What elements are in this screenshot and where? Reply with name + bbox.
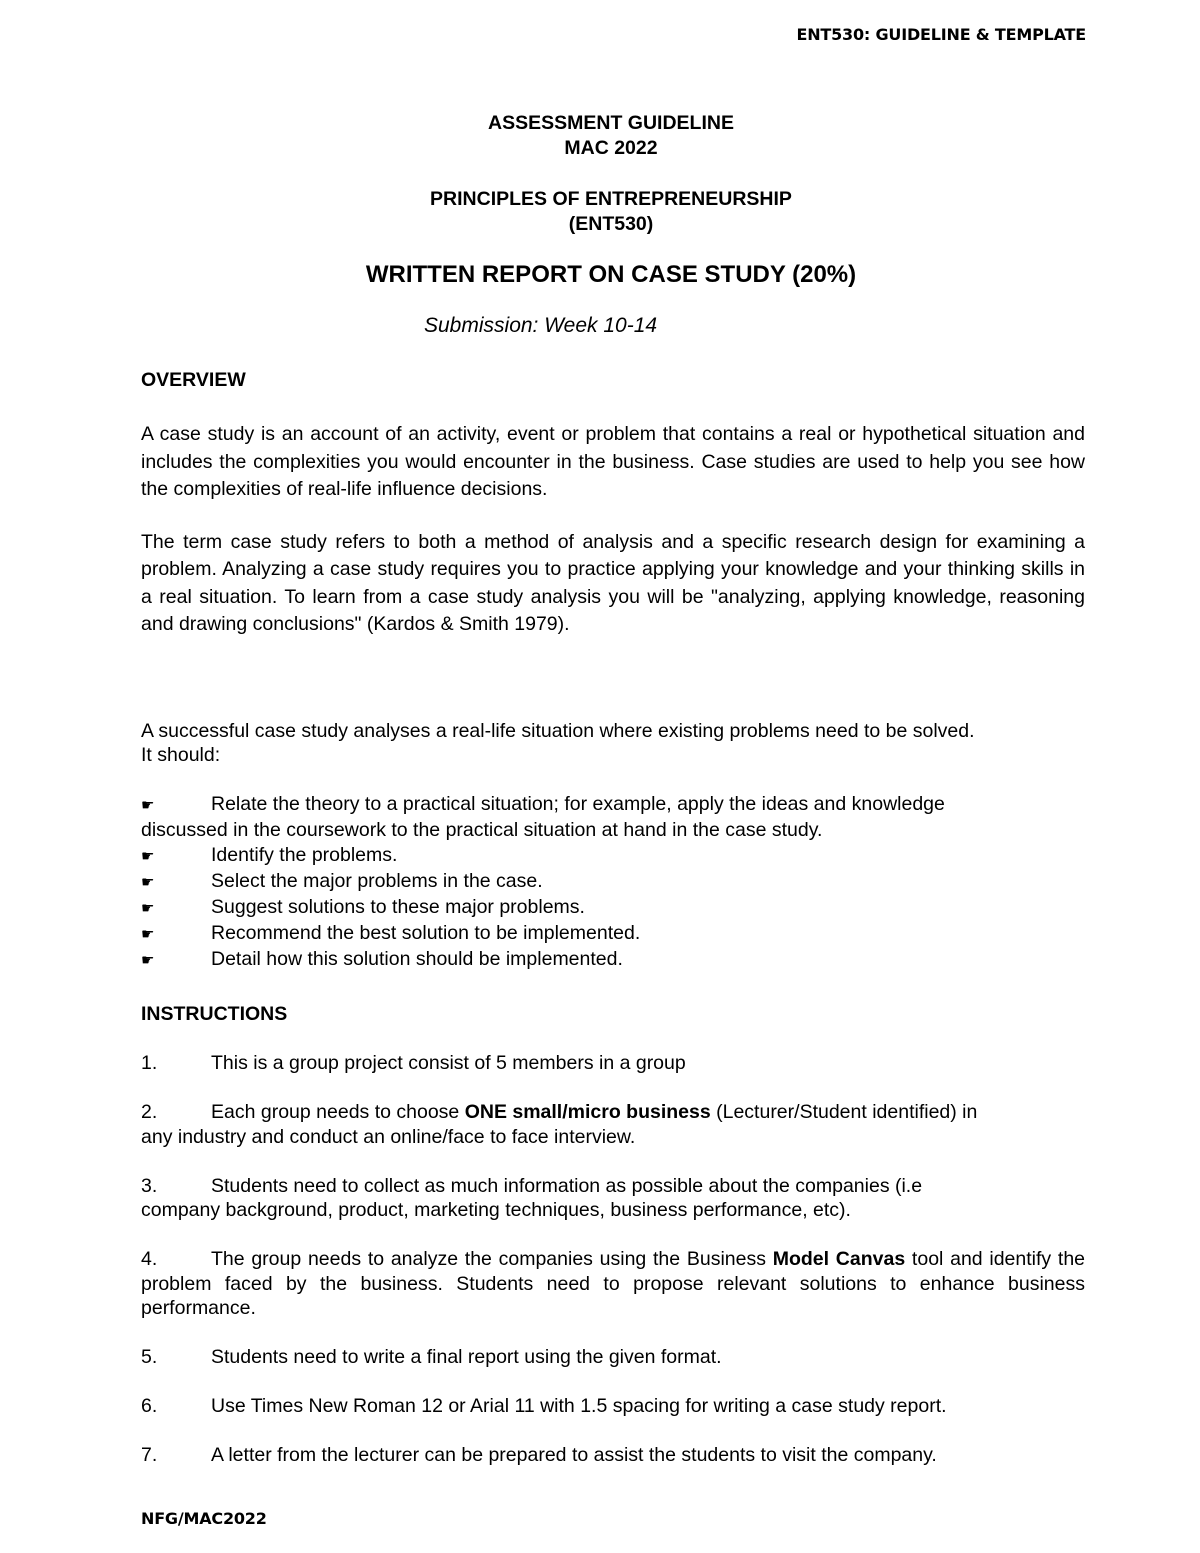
overview-paragraph-2: The term case study refers to both a method of analysis and a specific research design for examining a problem. Analyzing a case study requires you to practice applying your knowledge and your thinking skills in a real situation. To learn from a case study analysis you will be "analyzing, applying knowledge, reasoning and drawing conclusions" (Kardos & Smith 1979). <box>141 530 1085 635</box>
instruction-item-3: 3. Students need to collect as much information as possible about the companies (i.e company background, product, marketing techniques, business performance, etc). <box>141 1174 923 1221</box>
criteria-list <box>141 792 1085 973</box>
list-item: ☛ Relate the theory to a practical situation; for example, apply the ideas and knowledge <box>141 792 1085 818</box>
list-item: ☛ Select the major problems in the case. <box>141 869 1085 895</box>
instruction-item-6: 6. Use Times New Roman 12 or Arial 11 with 1.5 spacing for writing a case study report. <box>141 1395 947 1417</box>
list-item: ☛ Suggest solutions to these major problems. <box>141 895 1085 921</box>
running-header: ENT530: GUIDELINE & TEMPLATE <box>796 25 1086 44</box>
list-item-continuation: discussed in the coursework to the practical situation at hand in the case study. <box>141 818 823 841</box>
assessment-title: ASSESSMENT GUIDELINE <box>488 112 734 134</box>
title-block <box>141 111 1085 237</box>
emphasis-business: ONE small/micro business <box>464 1101 711 1123</box>
instruction-item-7: 7. A letter from the lecturer can be prepared to assist the students to visit the company. <box>141 1444 937 1466</box>
instruction-item-4: 4. The group needs to analyze the companies using the Business Model Canvas tool and identify the problem faced by the business. Students need to propose relevant solutions to enhance business performance. <box>141 1248 1086 1319</box>
pointing-hand-icon: ☛ <box>141 950 155 969</box>
pointing-hand-icon: ☛ <box>141 898 155 917</box>
pointing-hand-icon: ☛ <box>141 924 155 943</box>
overview-paragraph-1: A case study is an account of an activity, event or problem that contains a real or hypothetical situation and includes the complexities you would encounter in the business. Case studies are used to help you see how the complexities of real-life influence decisions. <box>141 423 1085 500</box>
course-name: PRINCIPLES OF ENTREPRENEURSHIP <box>430 188 792 210</box>
course-code: (ENT530) <box>568 213 654 235</box>
emphasis-canvas: Model Canvas <box>772 1248 906 1270</box>
paragraph-3-line-2: It should: <box>141 743 221 766</box>
paragraph-3-line-1: A successful case study analyses a real-life situation where existing problems need to be solved. <box>141 719 975 742</box>
instruction-item-2: 2. Each group needs to choose ONE small/micro business (Lecturer/Student identified) in any industry and conduct an online/face to face interview. <box>141 1101 978 1148</box>
instruction-item-1: 1. This is a group project consist of 5 members in a group <box>141 1052 686 1074</box>
instruction-item-5: 5. Students need to write a final report using the given format. <box>141 1346 722 1368</box>
pointing-hand-icon: ☛ <box>141 872 155 891</box>
list-item: ☛ Detail how this solution should be implemented. <box>141 947 1085 973</box>
session-label: MAC 2022 <box>564 137 658 159</box>
list-item: ☛ Identify the problems. <box>141 843 1085 869</box>
overview-paragraph-3 <box>141 719 1085 767</box>
page-title: WRITTEN REPORT ON CASE STUDY (20%) <box>365 261 857 288</box>
overview-heading: OVERVIEW <box>141 369 246 391</box>
instructions-heading: INSTRUCTIONS <box>141 1002 288 1025</box>
pointing-hand-icon: ☛ <box>141 795 155 814</box>
page-content <box>141 111 1085 1468</box>
submission-note: Submission: Week 10-14 <box>424 314 658 337</box>
list-item: ☛ Recommend the best solution to be implemented. <box>141 921 1085 947</box>
pointing-hand-icon: ☛ <box>141 846 155 865</box>
running-footer: NFG/MAC2022 <box>141 1509 267 1528</box>
